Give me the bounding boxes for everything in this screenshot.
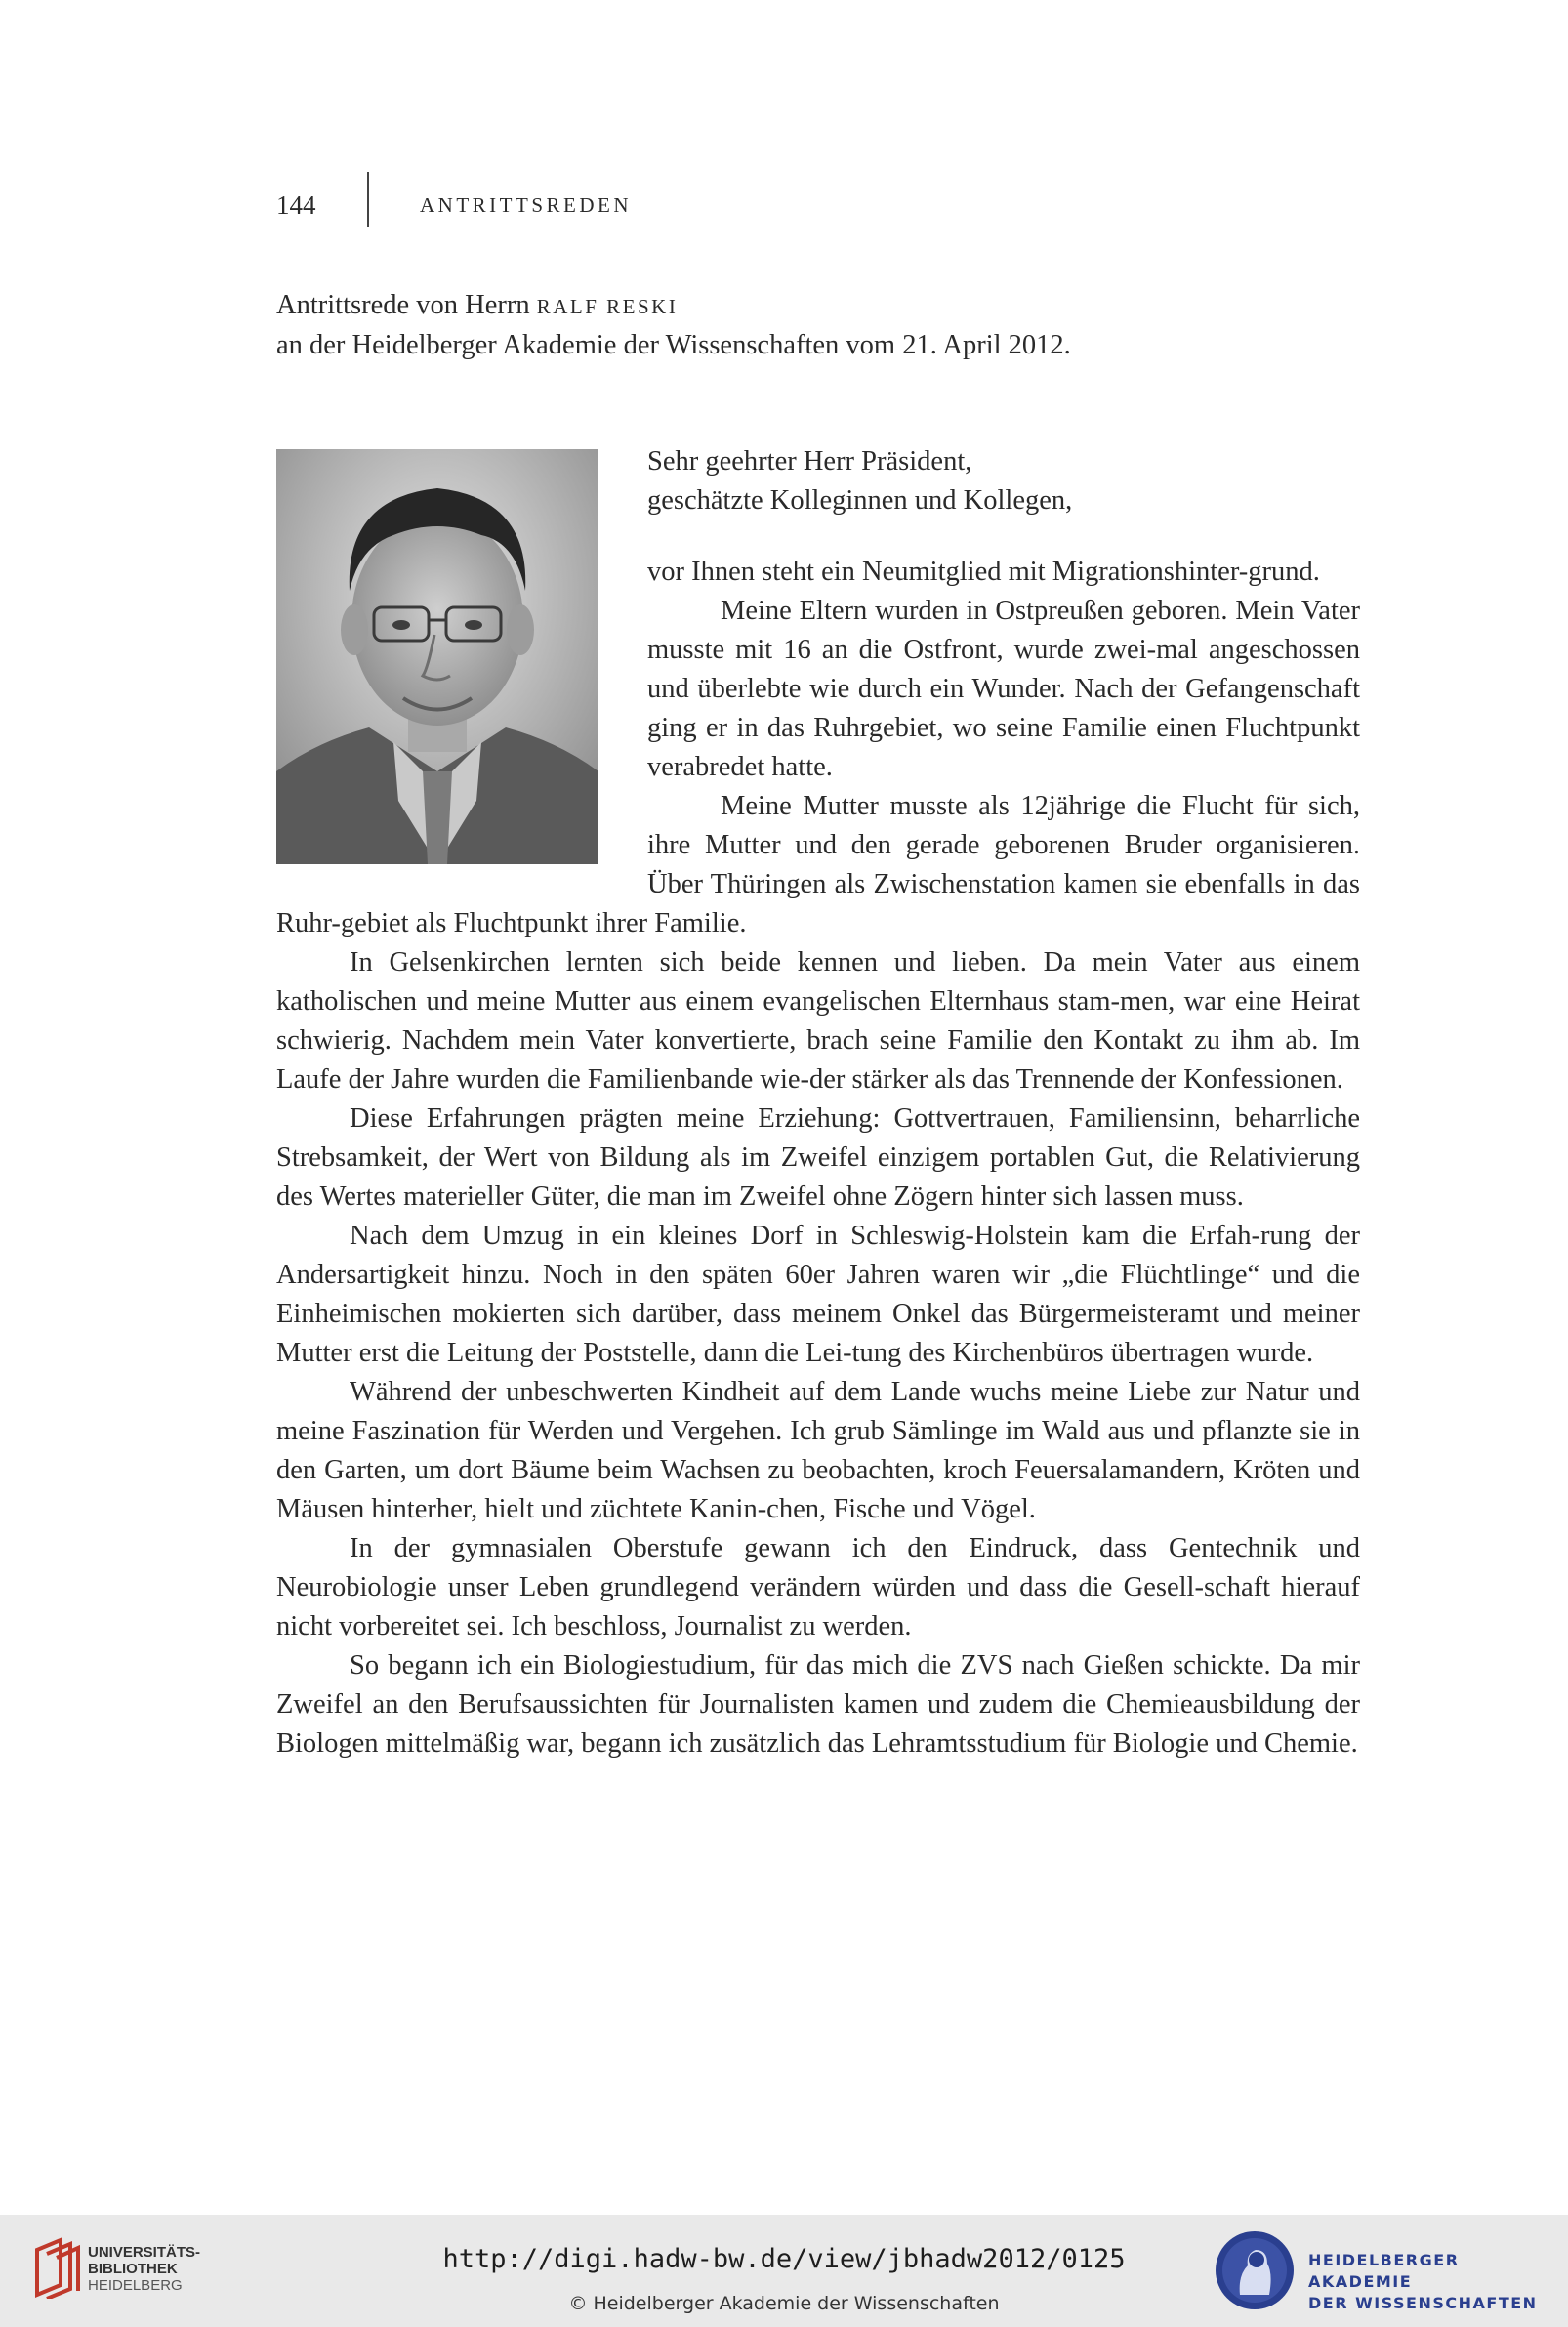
paragraph: So begann ich ein Biologiestudium, für das mich die ZVS nach Gießen schickte. Da mir Zweifel an den Berufsaussichten für Journalisten kamen und zudem die Chemieausbildung der Biologen mittelmäßig war, begann ich zusätzlich das Lehramtsstudium für Biologie und Chemie. bbox=[276, 1650, 1360, 1759]
academy-logo-line-2: DER WISSENSCHAFTEN bbox=[1308, 2294, 1538, 2312]
header-divider bbox=[367, 172, 369, 227]
paragraph: vor Ihnen steht ein Neumitglied mit Migrationshinter-grund. bbox=[647, 557, 1320, 587]
paragraph: Diese Erfahrungen prägten meine Erziehung: Gottvertrauen, Familiensinn, beharrliche Strebsamkeit, der Wert von Bildung als im Zweifel einzigem portablen Gut, die Relativierung des Wertes materieller Güter, die man im Zweifel ohne Zögern hinter sich lassen muss. bbox=[276, 1103, 1360, 1212]
academy-logo[interactable] bbox=[1211, 2226, 1543, 2314]
paragraph: Nach dem Umzug in ein kleines Dorf in Schleswig-Holstein kam die Erfah-rung der Andersartigkeit hinzu. Noch in den späten 60er Jahren waren wir „die Flüchtlinge“ und die Einheimischen mokierten sich darüber, dass meinem Onkel das Bürgermeisteramt und meiner Mutter erst die Leitung der Poststelle, dann die Lei-tung des Kirchenbüros übertragen wurde. bbox=[276, 1221, 1360, 1368]
ub-logo-line-1: UNIVERSITÄTS- bbox=[88, 2244, 201, 2261]
intro-prefix: Antrittsrede von Herrn bbox=[276, 290, 530, 320]
paragraph: In der gymnasialen Oberstufe gewann ich den Eindruck, dass Gentechnik und Neurobiologie unser Leben grundlegend verändern würden und dass die Gesell-schaft hierauf nicht vorbereitet sei. Ich beschloss, Journalist zu werden. bbox=[276, 1533, 1360, 1641]
salutation bbox=[647, 442, 1360, 520]
speech-intro bbox=[276, 286, 1360, 365]
academy-seal-icon bbox=[1211, 2226, 1299, 2314]
ub-logo-line-3: HEIDELBERG bbox=[88, 2277, 183, 2294]
academy-logo-line-1: HEIDELBERGER AKADEMIE bbox=[1308, 2251, 1460, 2291]
speech-body bbox=[276, 553, 1360, 1764]
paragraph: Meine Mutter musste als 12jährige die Flucht für sich, ihre Mutter und den gerade geborenen Bruder organisieren. Über Thüringen als Zwischenstation kamen sie ebenfalls in das Ruhr-gebiet als Fluchtpunkt ihrer Familie. bbox=[276, 791, 1360, 938]
ub-logo-line-2: BIBLIOTHEK bbox=[88, 2261, 178, 2277]
portrait-wrap-spacer bbox=[276, 553, 647, 896]
paragraph: Meine Eltern wurden in Ostpreußen geboren. Mein Vater musste mit 16 an die Ostfront, wurde zwei-mal angeschossen und überlebte wie durch ein Wunder. Nach der Gefangenschaft ging er in das Ruhrgebiet, wo seine Familie einen Fluchtpunkt verabredet hatte. bbox=[647, 596, 1360, 782]
intro-line-1 bbox=[276, 286, 1360, 326]
paragraph: In Gelsenkirchen lernten sich beide kennen und lieben. Da mein Vater aus einem katholischen und meine Mutter aus einem evangelischen Elternhaus stam-men, war eine Heirat schwierig. Nachdem mein Vater konvertierte, brach seine Familie den Kontakt zu ihm ab. Im Laufe der Jahre wurden die Familienbande wie-der stärker als das Trennende der Konfessionen. bbox=[276, 947, 1360, 1095]
digitization-footer bbox=[0, 2215, 1568, 2327]
copyright-notice: © Heidelberger Akademie der Wissenschaften bbox=[568, 2293, 1000, 2314]
running-head bbox=[276, 186, 1360, 225]
salutation-line-1: Sehr geehrter Herr Präsident, bbox=[647, 446, 972, 477]
salutation-line-2: geschätzte Kolleginnen und Kollegen, bbox=[647, 485, 1073, 516]
page-number: 144 bbox=[276, 190, 316, 220]
intro-line-2: an der Heidelberger Akademie der Wissenschaften vom 21. April 2012. bbox=[276, 330, 1071, 360]
speaker-name: RALF RESKI bbox=[536, 295, 679, 318]
paragraph: Während der unbeschwerten Kindheit auf dem Lande wuchs meine Liebe zur Natur und meine Faszination für Werden und Vergehen. Ich grub Sämlinge im Wald aus und pflanzte sie in den Garten, um dort Bäume beim Wachsen zu beobachten, kroch Feuersalamandern, Kröten und Mäusen hinterher, hielt und züchtete Kanin-chen, Fische und Vögel. bbox=[276, 1377, 1360, 1524]
section-title: ANTRITTSREDEN bbox=[420, 193, 632, 217]
permalink-url[interactable]: http://digi.hadw-bw.de/view/jbhadw2012/0125 bbox=[442, 2244, 1126, 2274]
